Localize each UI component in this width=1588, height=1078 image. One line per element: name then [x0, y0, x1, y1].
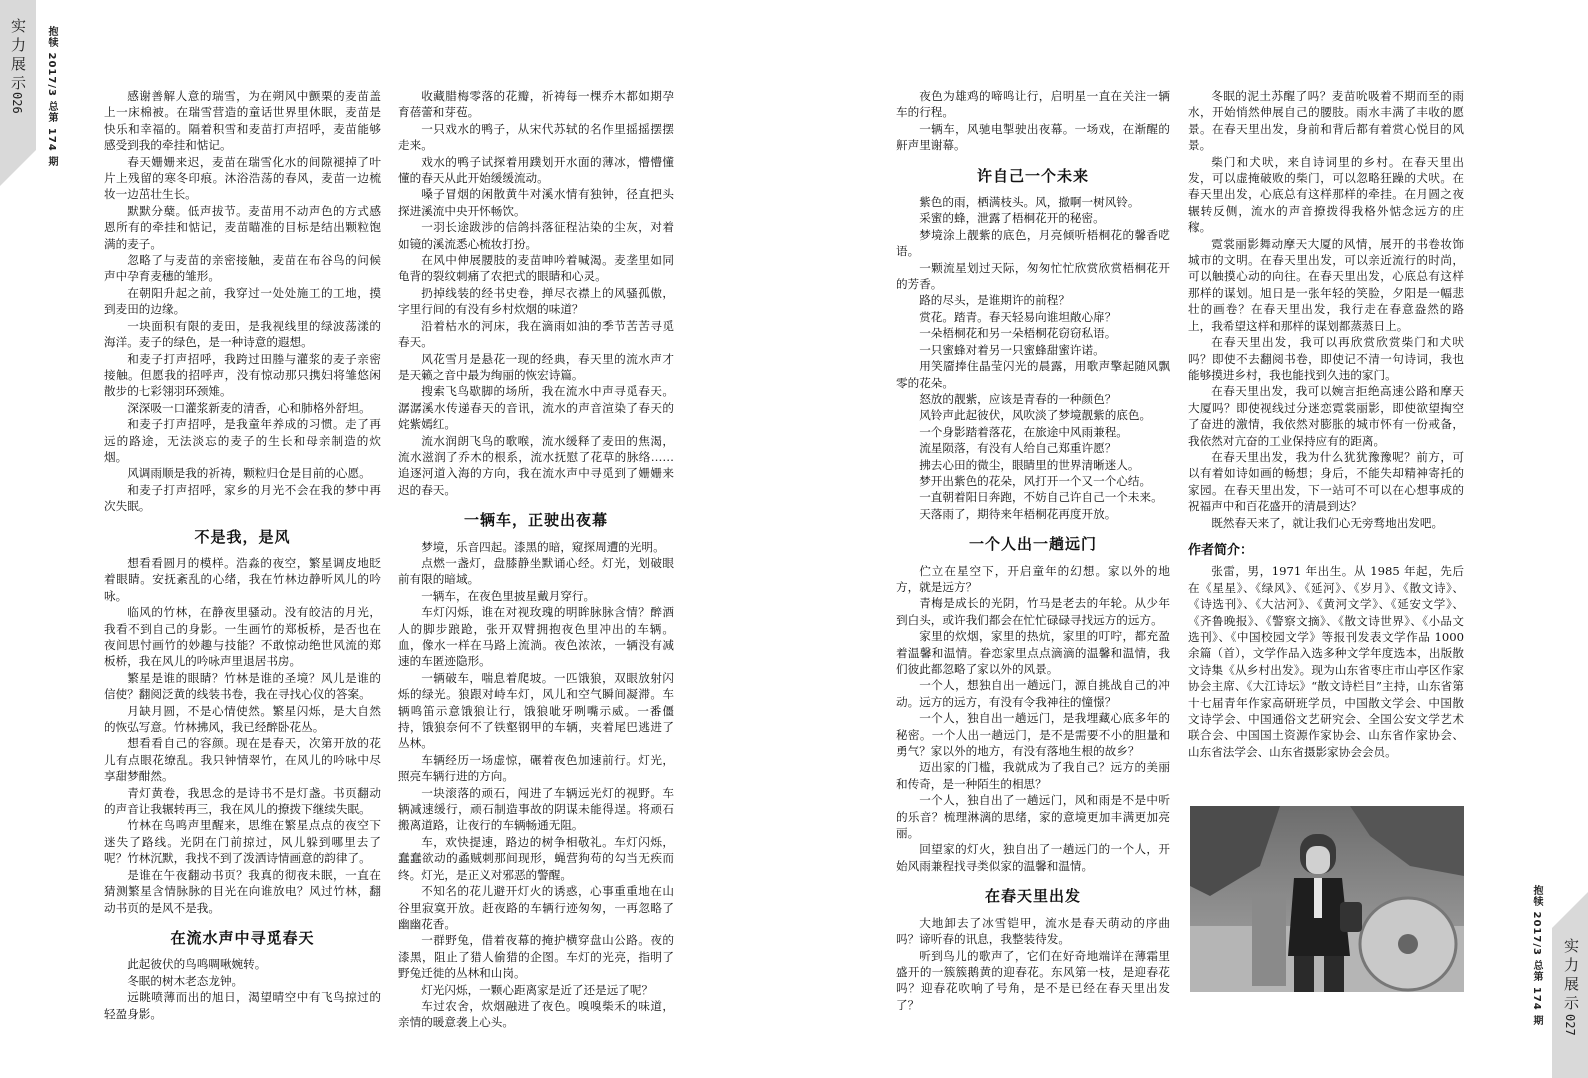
paragraph: 伫立在星空下，开启童年的幻想。家以外的地方，就是远方？ — [896, 563, 1170, 594]
paragraph: 一块面积有限的麦田，是我视线里的绿波荡漾的海洋。麦子的绿色，是一种诗意的遐想。 — [104, 318, 381, 350]
paragraph: 和麦子打声招呼，是我童年养成的习惯。走了再远的路途，无法淡忘的麦子的生长和母亲制造的炊烟。 — [104, 417, 381, 464]
paragraph: 在风中伸展腰肢的麦苗呻吟着喊渴。麦垄里如同龟背的裂纹刺痛了农把式的眼睛和心灵。 — [398, 253, 674, 284]
paragraph: 路的尽头，是谁期许的前程？ — [919, 293, 1070, 308]
paragraph: 灯光闪烁，一颗心距离家是近了还是远了呢？ — [421, 982, 654, 997]
section-heading: 在春天里出发 — [984, 887, 1081, 906]
paragraph: 流星陨落，有没有人给自己郑重许愿？ — [919, 441, 1117, 456]
paragraph: 梦开出紫色的花朵，风打开一个又一个心结。 — [919, 473, 1152, 488]
paragraph: 沿着枯水的河床，我在滴雨如油的季节苦苦寻觅春天。 — [398, 318, 674, 350]
section-heading: 不是我，是风 — [194, 527, 291, 546]
paragraph: 忽略了与麦苗的亲密接触，麦苗在布谷鸟的问候声中孕育麦穗的雏形。 — [104, 253, 381, 284]
paragraph: 既然春天来了，就让我们心无旁骛地出发吧。 — [1211, 515, 1444, 530]
paragraph: 一朵梧桐花和另一朵梧桐花窃窃私语。 — [919, 326, 1117, 341]
paragraph: 车灯闪烁，谁在对视玫瑰的明眸脉脉含情？醉酒人的脚步踉跄，张开双臂拥抱夜色里冲出的车辆。血，像水一样在马路上流淌。夜色浓浓，一辆没有减速的车匿迹隐形。 — [398, 605, 674, 669]
author-photo — [1190, 806, 1464, 992]
page-number-left: 026 — [10, 92, 24, 114]
column-2 — [398, 88, 674, 1031]
paragraph: 青梅是成长的光阴，竹马是老去的年轮。从少年到白头，或许我们都会在忙忙碌碌寻找远方的远方。 — [896, 596, 1170, 627]
paragraph: 用笑靥捧住晶莹闪光的晨露，用歌声擎起随风飘零的花朵。 — [896, 359, 1170, 390]
paragraph: 春天姗姗来迟，麦苗在瑞雪化水的间隙褪掉了叶片上残留的寒冬印痕。沐浴浩荡的春风，麦苗一边梳妆一边茁壮生长。 — [104, 154, 381, 202]
paragraph: 车辆经历一场虚惊，碾着夜色加速前行。灯光，照亮车辆行进的方向。 — [398, 752, 674, 784]
paragraph: 柴门和犬吠，来自诗词里的乡村。在春天里出发，可以虚掩破败的柴门，可以忽略狂躁的犬吠。在春天里出发，心底总有这样那样的牵挂。在月圆之夜辗转反侧，流水的声音撩拨得我格外惦念远方的庄稼。 — [1188, 154, 1464, 235]
paragraph: 一个身影踏着落花，在旅途中风雨兼程。 — [919, 424, 1128, 439]
paragraph: 是谁在午夜翻动书页？我真的彻夜未眠，一直在猜测繁星含情脉脉的目光在向谁放电？风过竹林，翻动书页的是风不是我。 — [104, 867, 381, 915]
tab-slant-left — [0, 150, 36, 186]
section-tab-left — [0, 0, 36, 150]
tab-slant-right — [1552, 892, 1588, 928]
paragraph: 嗓子冒烟的闲散黄牛对溪水情有独钟，径直把头探进溪流中央开怀畅饮。 — [398, 187, 674, 218]
paragraph: 和麦子打声招呼，我跨过田塍与灌浆的麦子亲密接触。但愿我的招呼声，没有惊动那只携妇将雏悠闲散步的七彩翎羽环颈雉。 — [104, 351, 381, 399]
paragraph: 扔掉线装的经书史卷，掸尽衣襟上的风骚孤傲，字里行间的有没有乡村炊烟的味道？ — [398, 285, 674, 317]
paragraph: 风铃声此起彼伏，风吹淡了梦境靓紫的底色。 — [919, 408, 1152, 423]
paragraph: 车过农舍，炊烟融进了夜色。嗅嗅柴禾的味道，亲情的暖意袭上心头。 — [398, 998, 674, 1030]
section-label-left: 实力展示 — [9, 18, 27, 94]
issue-meta-right: 抱犊 2017/3 总第 174 期 — [1531, 885, 1542, 1027]
section-heading: 一个人出一趟远门 — [968, 535, 1097, 554]
paragraph: 冬眠的泥土苏醒了吗？麦苗吮吸着不期而至的雨水，开始悄然伸展自己的腰肢。雨水丰满了丰收的愿景。在春天里出发，身前和背后都有着赏心悦目的风景。 — [1188, 89, 1464, 153]
paragraph: 远眺喷薄而出的旭日，渴望晴空中有飞鸟掠过的轻盈身影。 — [104, 990, 381, 1021]
paragraph: 深深吸一口灌浆新麦的清香，心和肺格外舒坦。 — [127, 400, 371, 415]
column-4 — [1188, 88, 1464, 760]
paragraph: 一辆车，风驰电掣驶出夜幕。一场戏，在渐醒的鼾声里谢幕。 — [896, 121, 1170, 153]
paragraph: 一只戏水的鸭子，从宋代苏轼的名作里摇摇摆摆走来。 — [398, 121, 674, 153]
paragraph: 青灯黄卷，我思念的是诗书不是灯盏。书页翻动的声音让我辗转再三，我在风儿的撩拨下继续失眠。 — [104, 785, 381, 817]
paragraph: 一个人，独自出了一趟远门，风和雨是不是中听的乐音？梳理淋漓的思绪，家的意境更加丰满更加亮丽。 — [896, 793, 1170, 841]
paragraph: 冬眠的树木老态龙钟。 — [127, 973, 244, 988]
paragraph: 感谢善解人意的瑞雪，为在朔风中颤栗的麦苗盖上一床棉被。在瑞雪营造的童话世界里休眠，麦苗是快乐和幸福的。隔着积雪和麦苗打声招呼，麦苗能够感受到我的牵挂和惦记。 — [104, 89, 381, 153]
paragraph: 点燃一盏灯，盘膝静坐默诵心经。灯光，划破眼前有限的暗域。 — [398, 555, 674, 587]
paragraph: 想看看圆月的模样。浩淼的夜空，繁星调皮地眨着眼睛。安抚紊乱的心绪，我在竹林边静听风儿的吟咏。 — [104, 555, 381, 603]
paragraph: 在朝阳升起之前，我穿过一处处施工的工地，摸到麦田的边缘。 — [104, 285, 381, 317]
paragraph: 临风的竹林，在静夜里骚动。没有皎洁的月光，我看不到自己的身影。一生画竹的郑板桥，是否也在夜间思忖画竹的妙趣与技能？不敢惊动绝世风流的郑板桥，我在风儿的吟咏声里退居书房。 — [104, 605, 381, 669]
paragraph: 一群野兔，借着夜幕的掩护横穿盘山公路。夜的漆黑，阻止了猎人偷猎的企图。车灯的光亮，指明了野兔迁徙的丛林和山岗。 — [398, 933, 674, 981]
author-bio-heading: 作者简介： — [1188, 542, 1254, 558]
paragraph: 一只蜜蜂对着另一只蜜蜂甜蜜许诺。 — [919, 342, 1105, 357]
paragraph: 听到鸟儿的歌声了，它们在好奇地端详在薄霜里盛开的一簇簇鹅黄的迎春花。东风第一枝，是迎春花吗？迎春花吹响了号角，是不是已经在春天里出发了？ — [896, 948, 1170, 1012]
paragraph: 霓裳丽影舞动摩天大厦的风情，展开的书卷妆饰城市的文明。在春天里出发，可以亲近流行的时尚，可以触摸心动的向往。在春天里出发，心底总有这样那样的谋划。旭日是一张年轻的笑脸，夕阳是一幅悲壮的画卷？在春天里出发，我行走在春意盎然的路上，我希望这样和那样的谋划都蒸蒸日上。 — [1188, 236, 1464, 333]
paragraph: 戏水的鸭子试探着用蹼划开水面的薄冰，懵懵懂懂的春天从此开始缓缓流动。 — [398, 154, 674, 186]
paragraph: 家里的炊烟，家里的热炕，家里的叮咛，都充盈着温馨和温情。眷恋家里点点滴滴的温馨和温情，我们彼此都忽略了家以外的风景。 — [896, 629, 1170, 676]
paragraph: 梦境，乐音四起。漆黑的暗，窥探周遭的光明。 — [421, 539, 665, 554]
paragraph: 繁星是谁的眼睛？竹林是谁的圣境？风儿是谁的信使？翻阅泛黄的线装书卷，我在寻找心仪的答案。 — [104, 670, 381, 702]
paragraph: 一个人，独自出一趟远门，是我埋藏心底多年的秘密。一个人出一趟远门，是不是需要不小的胆量和勇气？家以外的地方，有没有落地生根的故乡？ — [896, 711, 1170, 759]
paragraph: 月缺月圆，不是心情使然。繁星闪烁，是大自然的恢弘写意。竹林拂风，我已经醉卧花丛。 — [104, 703, 381, 735]
paragraph: 迈出家的门槛，我就成为了我自己？远方的美丽和传奇，是一种陌生的相思？ — [896, 760, 1170, 791]
paragraph: 夜色为雄鸡的啼鸣让行，启明星一直在关注一辆车的行程。 — [896, 89, 1170, 120]
paragraph: 默默分蘖。低声拔节。麦苗用不动声色的方式感恩所有的牵挂和惦记，麦苗瞄准的目标是结出颗粒饱满的麦子。 — [104, 203, 381, 251]
paragraph: 一颗流星划过天际，匆匆忙忙欣赏欣赏梧桐花开的芳香。 — [896, 260, 1170, 292]
paragraph: 车，欢快提速，路边的树争相敬礼。车灯闪烁，蠢蠢欲动的蟊贼刺那间现形，蝇营狗苟的勾当无疾而终。灯光，是正义对邪恶的警醒。 — [398, 834, 674, 882]
paragraph: 此起彼伏的鸟鸣啁啾婉转。 — [127, 957, 267, 972]
paragraph: 风调雨顺是我的祈祷，颗粒归仓是目前的心愿。 — [127, 466, 371, 481]
section-label-right: 实力展示 — [1562, 938, 1580, 1014]
author-photo-image — [1190, 806, 1464, 992]
column-3 — [896, 88, 1170, 1013]
paragraph: 大地卸去了冰雪铠甲，流水是春天萌动的序曲吗？谛听春的讯息，我整装待发。 — [896, 915, 1170, 947]
paragraph: 风花雪月是悬花一现的经典，春天里的流水声才是天籁之音中最为绚丽的恢宏诗篇。 — [398, 351, 674, 382]
paragraph: 一个人，想独自出一趟远门，源自挑战自己的冲动。远方的远方，有没有令我神往的憧憬？ — [896, 678, 1170, 709]
paragraph: 赏花。踏青。春天轻易向谁坦敞心扉？ — [919, 309, 1117, 324]
paragraph: 一块滚落的顽石，闯进了车辆远光灯的视野。车辆减速缓行，顽石制造事故的阴谋未能得逞。将顽石搬离道路，让夜行的车辆畅通无阻。 — [398, 785, 674, 833]
paragraph: 一辆破车，喘息着爬坡。一匹饿狼，双眼放射闪烁的绿光。狼跟对峙车灯，风儿和空气瞬间凝滞。车辆鸣笛示意饿狼让行，饿狼呲牙咧嘴示威。一番僵持，饿狼奈何不了铁壑钢甲的车辆，夹着尾巴逃进了丛林。 — [398, 670, 674, 751]
column-1 — [104, 88, 381, 1022]
paragraph: 不知名的花儿避开灯火的诱惑，心事重重地在山谷里寂寞开放。赶夜路的车辆行迹匆匆，一再忽略了幽幽花香。 — [398, 884, 674, 931]
paragraph: 在春天里出发，我可以再欣赏欣赏柴门和犬吠吗？即使不去翻阅书卷，即使记不清一句诗词，我也能够摸进乡村，我也能找到久违的家门。 — [1188, 335, 1464, 382]
paragraph: 天落雨了，期待来年梧桐花再度开放。 — [919, 506, 1117, 521]
paragraph: 流水润朗飞鸟的歌喉，流水缓释了麦田的焦渴，流水滋润了乔木的根系，流水抚慰了花草的脉络……追逐河道入海的方向，我在流水声中寻觅到了姗姗来迟的春天。 — [398, 433, 674, 497]
paragraph: 收藏腊梅零落的花瓣，祈祷每一棵乔木都如期孕育蓓蕾和芽苞。 — [398, 89, 674, 120]
paragraph: 拂去心田的微尘，眼睛里的世界清晰迷人。 — [919, 457, 1140, 472]
paragraph: 张雷，男，1971 年出生。从 1985 年起，先后在《星星》、《绿风》、《延河》、《岁月》、《散文诗》、《诗选刊》、《大沽河》、《黄河文学》、《延安文学》、《齐鲁晚报》、《警察文摘》、《散文诗世界》、《小品文选刊》、《中国校园文学》等报刊发表文学作品 1000 余篇（首），文学作品入选多种文学年度选本，出版散文诗集《从乡村出发》。现为山东省枣庄市山亭区作家协会主席、《大江诗坛》“散文诗栏目”主持，山东省第十七届青年作家高研班学员，中国散文学会、中国散文诗学会、中国通俗文艺研究会、全国公安文学艺术联合会、中国国土资源作家协会、山东省作家协会、山东省法学会、山东省摄影家协会会员。 — [1188, 564, 1464, 759]
paragraph: 一直朝着阳日奔跑，不妨自己许自己一个未来。 — [919, 490, 1163, 505]
paragraph: 和麦子打声招呼，家乡的月光不会在我的梦中再次失眠。 — [104, 482, 381, 514]
section-heading: 在流水声中寻觅春天 — [170, 928, 315, 947]
paragraph: 一羽长途跋涉的信鸽抖落征程沾染的尘灰，对着如镜的溪流悉心梳妆打扮。 — [398, 220, 674, 251]
paragraph: 梦境涂上靓紫的底色，月亮倾听梧桐花的馨香呓语。 — [896, 227, 1170, 259]
paragraph: 一辆车，在夜色里披星戴月穿行。 — [421, 588, 596, 603]
section-heading: 许自己一个未来 — [976, 166, 1089, 185]
paragraph: 紫色的雨，栖满枝头。风，撤啊一树风铃。 — [919, 195, 1140, 210]
right-page — [794, 0, 1588, 1078]
paragraph: 回望家的灯火，独自出了一趟远门的一个人，开始风雨兼程找寻类似家的温馨和温情。 — [896, 842, 1170, 873]
paragraph: 搜索飞鸟歇脚的场所，我在流水中声寻觅春天。潺潺溪水传递春天的音讯，流水的声音渲染了春天的姹紫嫣红。 — [398, 384, 674, 432]
paragraph: 想看看自己的容颜。现在是春天，次第开放的花儿有点眼花缭乱。我只钟情翠竹，在风儿的吟咏中尽享甜梦酣然。 — [104, 736, 381, 784]
page-number-right: 027 — [1563, 1014, 1577, 1036]
section-tab-right — [1552, 928, 1588, 1078]
paragraph: 采蜜的蜂，泄露了梧桐花开的秘密。 — [919, 211, 1105, 226]
paragraph: 竹林在鸟鸣声里醒来，思维在繁星点点的夜空下迷失了路线。光阴在门前掠过，风儿躲到哪里去了呢？竹林沉默，我找不到了泼洒诗情画意的韵律了。 — [104, 818, 381, 866]
issue-meta-left: 抱犊 2017/3 总第 174 期 — [46, 26, 57, 168]
paragraph: 怒放的靓紫，应该是青春的一种颜色？ — [919, 391, 1117, 406]
section-heading: 一辆车，正驶出夜幕 — [463, 511, 608, 530]
paragraph: 在春天里出发，我为什么犹犹豫豫呢？前方，可以有着如诗如画的畅想；身后，不能失却精神寄托的家园。在春天里出发，下一站可不可以在心想事成的祝福声中和百花盛开的清晨到达？ — [1188, 449, 1464, 514]
paragraph: 在春天里出发，我可以婉言拒绝高速公路和摩天大厦吗？即使视线过分迷恋霓裳丽影，即使欲望掏空了奋进的激情，我依然对膨胀的城市怀有一份戒备，我依然对亢奋的工业保持应有的距离。 — [1188, 384, 1464, 448]
